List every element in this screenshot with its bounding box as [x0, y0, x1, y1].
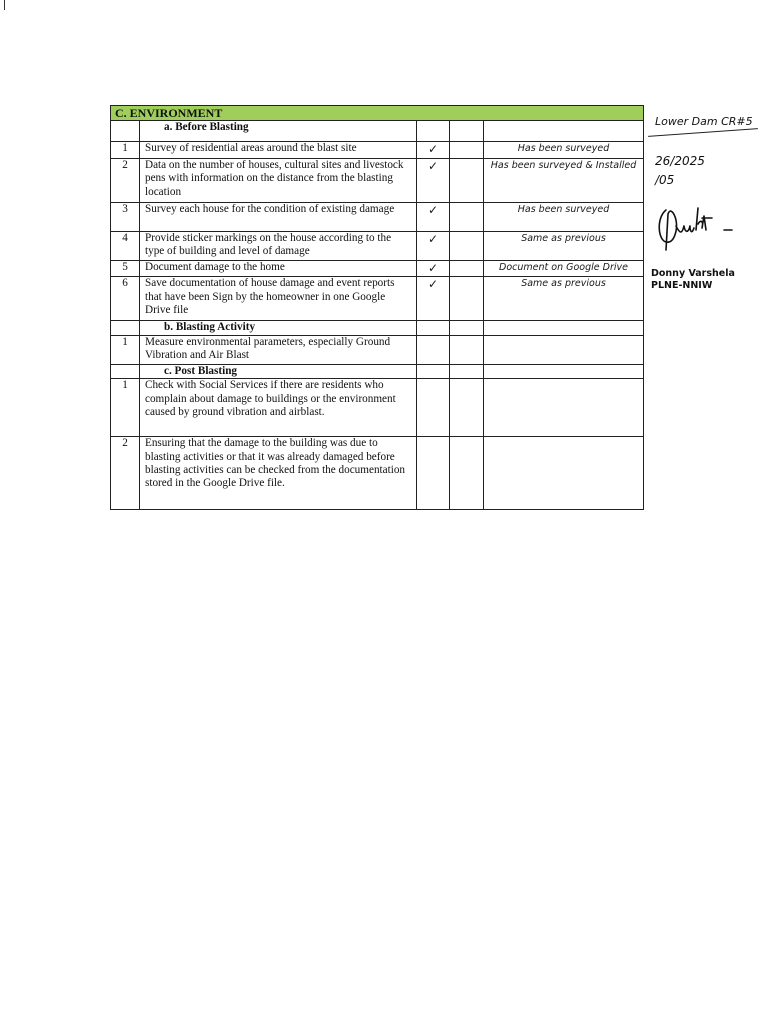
- item-text: Measure environmental parameters, especially Ground Vibration and Air Blast: [140, 335, 417, 364]
- handwritten-remark: Same as previous: [521, 278, 606, 290]
- item-number: 1: [111, 379, 140, 437]
- signer-role: PLNE-NNIW: [651, 280, 713, 292]
- item-number: 2: [111, 437, 140, 510]
- item-text: Save documentation of house damage and event reports that have been Sign by the homeowner in one Google Drive file: [140, 277, 417, 321]
- item-number: 5: [111, 260, 140, 276]
- checkmark-icon: ✓: [427, 202, 439, 217]
- group-title: a. Before Blasting: [140, 121, 417, 142]
- checkmark-icon: ✓: [427, 260, 439, 275]
- item-number: 3: [111, 202, 140, 231]
- item-text: Provide sticker markings on the house according to the type of building and level of damage: [140, 231, 417, 260]
- group-title: c. Post Blasting: [140, 364, 417, 378]
- checkmark-icon: ✓: [427, 231, 439, 246]
- table-row: [111, 437, 644, 510]
- signer-block: [651, 268, 735, 293]
- handwritten-date: [655, 152, 705, 189]
- underline-divider: [648, 128, 758, 137]
- handwritten-remark: Has been surveyed: [517, 203, 610, 215]
- checkmark-icon: ✓: [427, 277, 439, 292]
- checkmark-icon: ✓: [427, 142, 439, 157]
- table-row: [111, 260, 644, 276]
- group-header-row: [111, 121, 644, 142]
- handwritten-remark: Has been surveyed & Installed: [490, 159, 637, 171]
- table-row: [111, 277, 644, 321]
- section-header-row: [111, 106, 644, 121]
- environment-checklist-table: [110, 105, 644, 510]
- item-number: 4: [111, 231, 140, 260]
- group-header-row: [111, 364, 644, 378]
- item-text: Ensuring that the damage to the building was due to blasting activities or that it was already damaged before blasting activities can be checked from the documentation stored in the Google Drive file.: [140, 437, 417, 510]
- signature-icon: [652, 200, 742, 255]
- item-number: 1: [111, 335, 140, 364]
- signer-name: Donny Varshela: [651, 268, 735, 279]
- date-month: /05: [655, 172, 675, 187]
- scan-edge-mark: [4, 0, 5, 10]
- item-text: Survey of residential areas around the blast site: [140, 142, 417, 158]
- item-text: Data on the number of houses, cultural sites and livestock pens with information on the distance from the blasting location: [140, 158, 417, 202]
- item-number: 1: [111, 142, 140, 158]
- item-text: Survey each house for the condition of existing damage: [140, 202, 417, 231]
- item-number: 2: [111, 158, 140, 202]
- item-text: Document damage to the home: [140, 260, 417, 276]
- table-row: [111, 142, 644, 158]
- table-row: [111, 231, 644, 260]
- handwritten-remark: Same as previous: [521, 232, 606, 244]
- section-title: C. ENVIRONMENT: [111, 106, 644, 121]
- item-number: 6: [111, 277, 140, 321]
- group-title: b. Blasting Activity: [140, 321, 417, 335]
- group-header-row: [111, 321, 644, 335]
- checkmark-icon: ✓: [427, 158, 439, 173]
- table-row: [111, 202, 644, 231]
- table-row: [111, 158, 644, 202]
- date-day: 26/2025: [655, 154, 705, 168]
- table-row: [111, 379, 644, 437]
- item-text: Check with Social Services if there are residents who complain about damage to buildings or the environment caused by ground vibration and airblast.: [140, 379, 417, 437]
- table-row: [111, 335, 644, 364]
- handwritten-remark: Document on Google Drive: [499, 261, 628, 273]
- handwritten-remark: Has been surveyed: [517, 143, 610, 155]
- handwritten-location-note: Lower Dam CR#5: [655, 115, 753, 128]
